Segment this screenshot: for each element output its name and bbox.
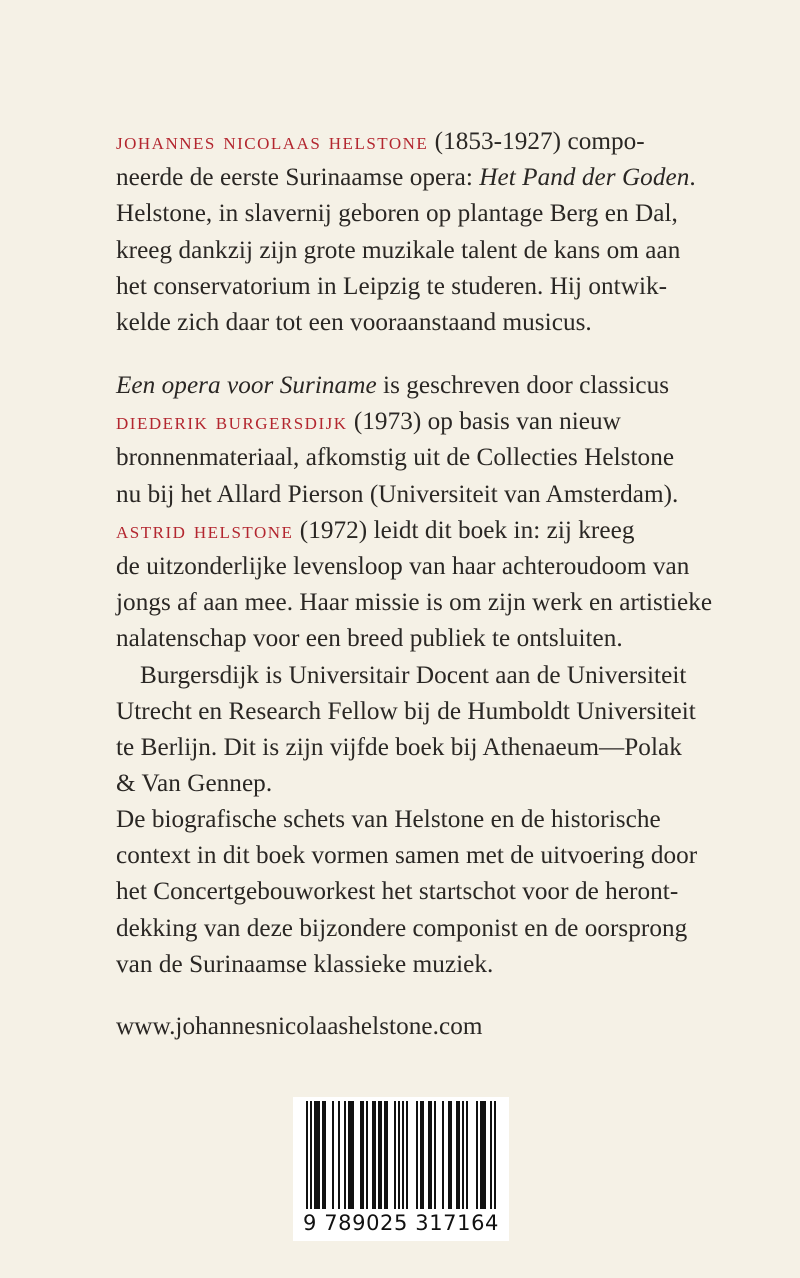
barcode-bar [316,1101,318,1209]
isbn-barcode [293,1097,509,1241]
paragraph-line: johannes nicolaas helstone (1853-1927) compo- [116,128,645,155]
barcode-bar [366,1101,368,1209]
author-name: diederik burgersdijk [116,409,348,436]
paragraph-line: kelde zich daar tot een vooraanstaand musicus. [116,309,592,337]
book-paragraph [116,368,713,802]
barcode-bar [458,1101,460,1209]
barcode-bar [350,1101,352,1209]
paragraph-line: diederik burgersdijk (1973) op basis van nieuw [116,408,621,436]
barcode-bar [310,1101,312,1209]
barcode-bar [456,1101,458,1209]
paragraph-line: neerde de eerste Surinaamse opera: Het Pand der Goden. [116,164,696,192]
barcode-bar [344,1101,346,1209]
composer-paragraph [116,124,696,341]
paragraph-line: kreeg dankzij zijn grote muzikale talent de kans om aan [116,236,681,264]
barcode-bar [482,1101,484,1209]
paragraph-line: het conservatorium in Leipzig te studeren. Hij ontwik- [116,272,668,300]
barcode-bar [384,1101,386,1209]
barcode-bar [406,1101,408,1209]
barcode-bar [420,1101,422,1209]
paragraph-line: jongs af aan mee. Haar missie is om zijn werk en artistieke [116,589,713,617]
context-paragraph [116,802,698,983]
barcode-bar [494,1101,496,1209]
isbn-digits: 9 789025 317164 [302,1211,500,1235]
barcode-bar [448,1101,450,1209]
barcode-bar [422,1101,424,1209]
paragraph-line: Helstone, in slavernij geboren op plantage Berg en Dal, [116,200,678,228]
barcode-bar [416,1101,418,1209]
paragraph-line: Utrecht en Research Fellow bij de Humboldt Universiteit [116,697,696,725]
barcode-bar [466,1101,468,1209]
barcode-bar [380,1101,382,1209]
barcode-bar [352,1101,354,1209]
barcode-bar [434,1101,436,1209]
barcode-bar [490,1101,492,1209]
composer-name: johannes nicolaas helstone [116,129,429,155]
barcode-bar [428,1101,430,1209]
barcode-bar [338,1101,340,1209]
website-url: www.johannesnicolaashelstone.com [116,1013,483,1040]
paragraph-line: bronnenmateriaal, afkomstig uit de Collecties Helstone [116,444,675,472]
barcode-bar [450,1101,452,1209]
barcode-bar [378,1101,380,1209]
barcode-bar [484,1101,486,1209]
barcode-bar [306,1101,308,1209]
barcode-bar [324,1101,326,1209]
barcode-bar [348,1101,350,1209]
barcode-bar [332,1101,334,1209]
intro-author-name: astrid helstone [116,517,294,544]
paragraph-line: De biografische schets van Helstone en de historische [116,806,661,833]
barcode-bar [372,1101,374,1209]
barcode-bar [374,1101,376,1209]
barcode-bar [314,1101,316,1209]
paragraph-line: nalatenschap voor een breed publiek te ontsluiten. [116,625,623,653]
paragraph-line: context in dit boek vormen samen met de uitvoering door [116,842,698,870]
barcode-bar [394,1101,396,1209]
paragraph-line: & Van Gennep. [116,770,273,798]
barcode-bar [480,1101,482,1209]
barcode-bar [430,1101,432,1209]
paragraph-line: het Concertgebouworkest het startschot voor de heront- [116,878,679,906]
barcode-bar [442,1101,444,1209]
barcode-bar [322,1101,324,1209]
paragraph-line: dekking van deze bijzondere componist en de oorsprong [116,914,688,942]
paragraph-line: van de Surinaamse klassieke muziek. [116,950,494,978]
paragraph-line: Een opera voor Suriname is geschreven door classicus [116,372,670,399]
barcode-bar [360,1101,362,1209]
opera-title: Het Pand der Goden [479,164,690,192]
paragraph-line: de uitzonderlijke levensloop van haar achteroudoom van [116,553,690,581]
barcode-bar [362,1101,364,1209]
book-title: Een opera voor Suriname [116,372,377,399]
barcode-bar [476,1101,478,1209]
barcode-bar [462,1101,464,1209]
barcode-bar [398,1101,400,1209]
paragraph-line: astrid helstone (1972) leidt dit boek in: zij kreeg [116,516,635,544]
paragraph-line: nu bij het Allard Pierson (Universiteit van Amsterdam). [116,480,679,508]
barcode-bar [386,1101,388,1209]
barcode-bar [318,1101,320,1209]
paragraph-line: Burgersdijk is Universitair Docent aan de Universiteit [140,661,687,689]
paragraph-line: te Berlijn. Dit is zijn vijfde boek bij Athenaeum—Polak [116,734,682,762]
website-block [116,1009,691,1045]
barcode-bar [402,1101,404,1209]
